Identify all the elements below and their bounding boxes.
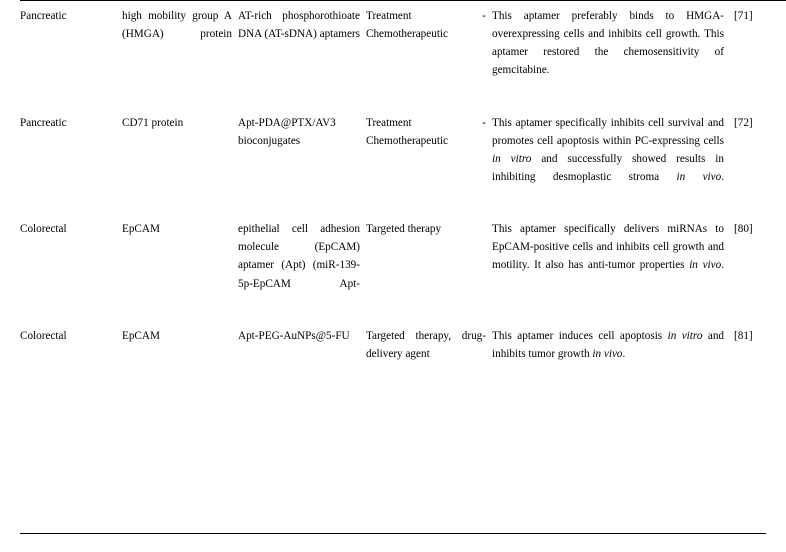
cell-description bbox=[492, 108, 734, 193]
cell-description bbox=[492, 214, 734, 299]
cell-target: CD71 protein bbox=[122, 116, 184, 129]
cell-reference: [80] bbox=[734, 223, 753, 236]
cell-description bbox=[492, 321, 734, 369]
cell-aptamer: Apt-PEG-AuNPs@5-FU bbox=[238, 329, 350, 342]
cell-cancer-type: Colorectal bbox=[20, 329, 67, 342]
row-spacer bbox=[20, 299, 786, 321]
cell-application: Treatment - Chemotherapeutic bbox=[366, 116, 486, 147]
cell-cancer-type: Pancreatic bbox=[20, 1, 122, 86]
description-italic-1: in vivo bbox=[689, 259, 722, 272]
description-italic-2: in vivo bbox=[592, 347, 623, 360]
cell-cancer-type: Pancreatic bbox=[20, 116, 67, 129]
description-text-2: and successfully showed results in inhibiting desmoplastic stroma bbox=[492, 152, 724, 183]
description-text-3: . bbox=[721, 170, 725, 183]
description-italic-1: in vitro bbox=[492, 152, 532, 165]
cell-application: Targeted therapy bbox=[366, 223, 442, 236]
row-spacer bbox=[20, 192, 786, 214]
description-text-1: This aptamer specifically delivers miRNAs to EpCAM-positive cells and inhibits cell growth and motility. It also has anti-tumor properties bbox=[492, 223, 724, 272]
cell-application: Targeted therapy, drug-delivery agent bbox=[366, 329, 486, 360]
description-text-1: This aptamer induces cell apoptosis bbox=[492, 329, 663, 342]
description-italic-2: in vivo bbox=[676, 170, 722, 183]
cell-reference: [81] bbox=[734, 329, 753, 342]
cell-target: EpCAM bbox=[122, 329, 160, 342]
description-italic-1: in vitro bbox=[667, 329, 703, 342]
cell-aptamer: epithelial cell adhesion molecule (EpCAM) aptamer (Apt) (miR-139-5p-EpCAM Apt- bbox=[238, 223, 360, 290]
cell-reference: [72] bbox=[734, 116, 753, 129]
table-row bbox=[20, 214, 786, 299]
table-row bbox=[20, 321, 786, 369]
table-bottom-rule bbox=[20, 533, 766, 534]
cell-application: Treatment - Chemotherapeutic bbox=[366, 1, 492, 86]
aptamer-data-table bbox=[20, 0, 786, 369]
description-text-2: and inhibits tumor growth bbox=[492, 329, 725, 360]
cell-target: high mobility group A (HMGA) protein bbox=[122, 1, 238, 86]
cell-target: EpCAM bbox=[122, 223, 160, 236]
description-text-2: . bbox=[721, 259, 724, 272]
cell-description: This aptamer preferably binds to HMGA-overexpressing cells and inhibits cell growth. This aptamer restored the chemosensitivity of gemcitabine. bbox=[492, 1, 734, 86]
description-text-1: This aptamer specifically inhibits cell survival and promotes cell apoptosis within PC-expressing cells bbox=[492, 116, 724, 147]
table-row bbox=[20, 108, 786, 193]
cell-reference: [71] bbox=[734, 1, 786, 86]
cell-cancer-type: Colorectal bbox=[20, 223, 67, 236]
cell-aptamer: Apt-PDA@PTX/AV3 bioconjugates bbox=[238, 116, 336, 147]
description-text-3: . bbox=[622, 347, 626, 360]
table-row bbox=[20, 1, 786, 86]
row-spacer bbox=[20, 86, 786, 108]
cell-aptamer: AT-rich phosphorothioate DNA (AT-sDNA) aptamers bbox=[238, 1, 366, 86]
